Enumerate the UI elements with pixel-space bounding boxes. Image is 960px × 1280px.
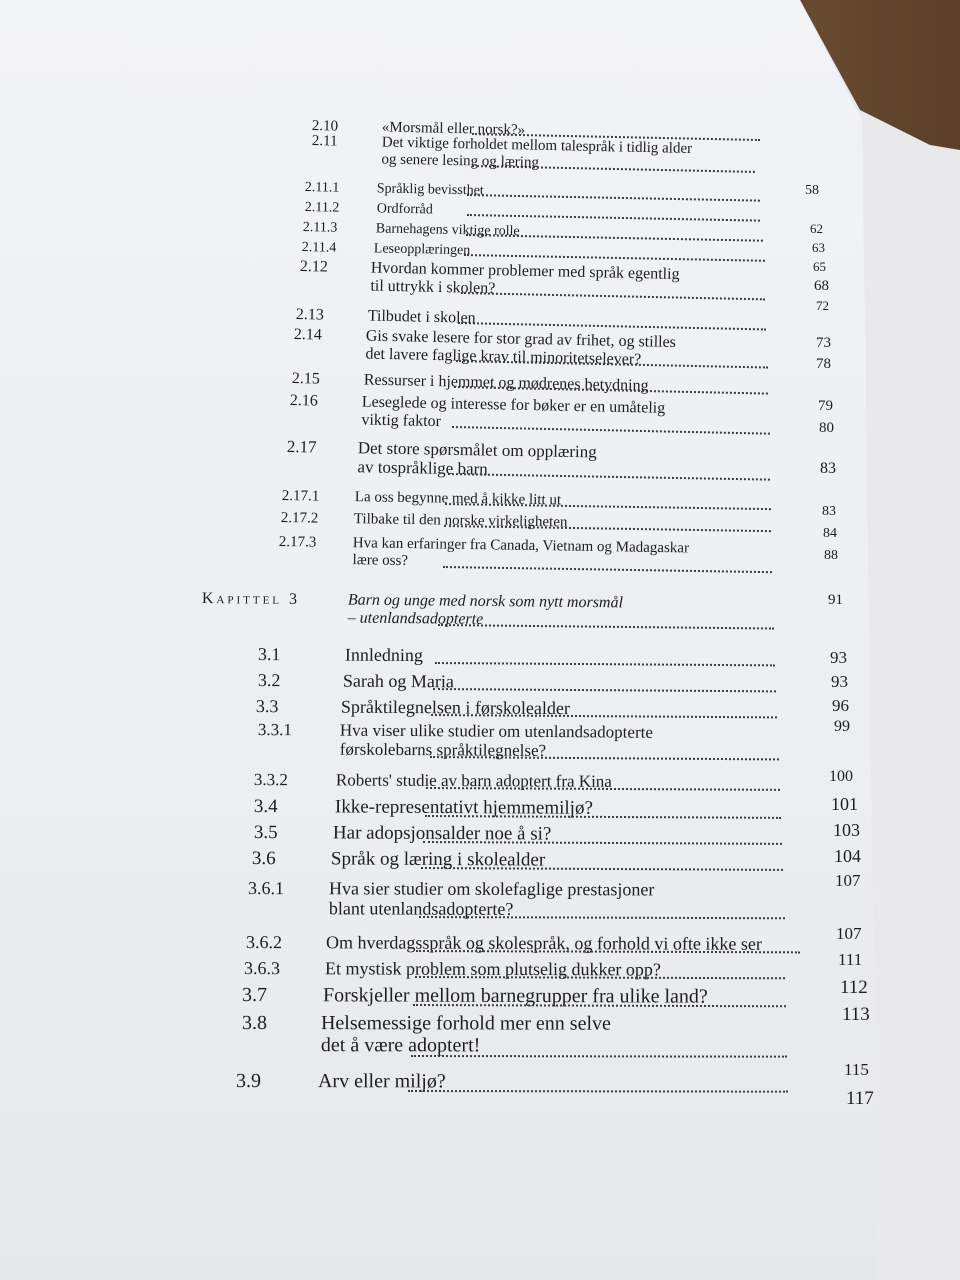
page-number: 111 [838, 950, 863, 969]
toc-entry [292, 370, 649, 395]
section-title-line: Arv eller miljø? [317, 1070, 446, 1093]
toc-entry [302, 240, 471, 259]
section-number: 2.17.1 [281, 488, 320, 505]
section-title-line: Det store spørsmålet om opplæring [357, 438, 597, 462]
section-number: 3.3.2 [253, 770, 288, 790]
section-title-line: Hva sier studier om skolefaglige prestasjoner [328, 878, 655, 900]
page-number: 93 [831, 672, 848, 691]
page-number: 107 [836, 924, 862, 943]
section-number: 3.6.2 [245, 932, 282, 953]
section-title-line: Innledning [344, 644, 423, 666]
dot-leader [408, 1090, 788, 1093]
section-title-line: det lavere faglige krav til minoritetselever? [365, 345, 642, 369]
toc-entry [258, 644, 423, 666]
section-number: 2.11.3 [302, 220, 338, 236]
page-number: 83 [822, 504, 836, 519]
dot-leader [411, 1055, 787, 1058]
page-number: 68 [814, 278, 829, 294]
page-number: 73 [816, 335, 831, 351]
dot-leader [464, 254, 765, 262]
chapter-heading [202, 590, 623, 630]
toc-entry [258, 670, 454, 692]
section-number: 2.11 [311, 133, 338, 150]
section-title-line: «Morsmål eller norsk?» [381, 119, 526, 139]
page-number: 58 [805, 183, 819, 198]
section-number: 3.9 [235, 1070, 261, 1093]
dot-leader [467, 194, 760, 202]
toc-entry [296, 306, 476, 328]
section-title-line: Språk og læring i skolealder [330, 848, 546, 871]
page-number: 83 [820, 460, 836, 477]
toc-entry [242, 1012, 611, 1057]
section-title-line: Leseglede og interesse for bøker er en umåtelig [361, 393, 666, 417]
section-number: 2.16 [289, 392, 318, 410]
section-title-line: Barnehagens viktige rolle [375, 221, 520, 240]
section-title-line: blant utenlandsadopterte? [328, 898, 514, 920]
section-title-line: – utenlandsadopterte [347, 609, 484, 628]
page-number: 88 [824, 548, 838, 563]
page-number: 63 [812, 240, 825, 255]
page-number: 93 [830, 648, 847, 667]
page-number: 99 [834, 718, 850, 735]
page-number: 62 [810, 221, 823, 236]
section-number: 2.12 [299, 258, 328, 276]
section-title [321, 1012, 611, 1057]
section-title [377, 181, 484, 199]
section-title-line: til uttrykk i skolen? [370, 277, 496, 298]
section-number: 3.8 [241, 1012, 267, 1035]
section-number: 2.11.4 [301, 240, 337, 256]
section-number: 3.4 [253, 796, 278, 818]
section-title-line: Ordforråd [376, 201, 433, 218]
section-number: 2.11.1 [304, 180, 340, 196]
page-number: 65 [813, 259, 826, 274]
toc-entry [305, 200, 433, 218]
section-number: 2.15 [291, 370, 320, 388]
section-title [364, 372, 649, 396]
section-title-line: viktig faktor [361, 411, 442, 431]
section-number: 3.1 [257, 644, 281, 665]
page-number: 84 [823, 526, 837, 541]
section-title-line: Ressurser i hjemmet og mødrenes betydning [363, 371, 649, 395]
page-number: 115 [844, 1060, 869, 1079]
section-number: 3.7 [241, 984, 267, 1007]
section-title-line: Leseopplæringen [373, 241, 471, 259]
page-number: 104 [834, 846, 861, 866]
page-number: 107 [835, 871, 861, 890]
section-title [377, 201, 433, 218]
section-title-line: Det viktige forholdet mellom talespråk i tidlig alder [381, 134, 693, 157]
section-number: 3.2 [257, 670, 281, 691]
section-number: 3.3.1 [257, 720, 292, 740]
section-title-line: Språktilegnelsen i førskolealder [340, 696, 570, 719]
chapter-label: Kapittel 3 [201, 590, 301, 609]
toc-entry [305, 180, 484, 199]
page-number: 113 [842, 1004, 870, 1025]
section-title-line: av tospråklige barn [357, 457, 488, 479]
toc-entry [248, 878, 655, 920]
section-number: 3.3 [255, 696, 279, 717]
section-title [368, 308, 476, 328]
toc-entry [303, 220, 520, 240]
section-title-line: Hvordan kommer problemer med språk egentlig [370, 259, 680, 283]
section-title-line: Tilbake til den norske virkeligheten [353, 511, 568, 531]
section-title-line: Hva kan erfaringer fra Canada, Vietnam og Madagaskar [352, 535, 690, 557]
section-title [374, 241, 471, 259]
section-title-line: Sarah og Maria [342, 670, 454, 692]
section-title-line: Gis svake lesere for stor grad av frihet, og stilles [365, 327, 677, 351]
section-title [345, 645, 423, 666]
section-title-line: det å være adoptert! [320, 1034, 481, 1057]
section-title-line: Om hverdagsspråk og skolespråk, og forhold vi ofte ikke ser [325, 932, 762, 954]
page-number: 80 [819, 420, 834, 436]
section-number: 3.5 [253, 822, 278, 844]
section-title-line: førskolebarns språktilegnelse? [339, 739, 547, 761]
section-number: 2.17.3 [278, 534, 317, 551]
dot-leader [458, 322, 766, 330]
section-number: 3.6.1 [247, 878, 284, 899]
section-title [376, 221, 520, 239]
page-number: 112 [840, 977, 868, 998]
page-number: 91 [828, 592, 843, 608]
page-number: 101 [831, 794, 858, 814]
section-title-line: Hva viser ulike studier om utenlandsadopterte [339, 720, 653, 742]
dot-leader [433, 688, 776, 692]
toc-entry [258, 720, 653, 761]
section-title-line: Tilbudet i skolen [367, 307, 476, 327]
section-number: 2.17 [286, 437, 317, 457]
page-number: 78 [816, 356, 831, 372]
section-title [329, 878, 655, 919]
section-number: 2.14 [293, 326, 322, 344]
section-number: 3.6.3 [243, 958, 280, 979]
section-title-line: La oss begynne med å kikke litt ut [354, 489, 562, 509]
page-number: 103 [833, 820, 860, 840]
section-title-line: Har adopsjonsalder noe å si? [332, 822, 552, 845]
page-number: 117 [846, 1088, 874, 1109]
page-number: 79 [818, 398, 833, 414]
section-title-line: Forskjeller mellom barnegrupper fra ulike land? [322, 984, 708, 1008]
section-title-line: Helsemessige forhold mer enn selve [320, 1012, 611, 1035]
section-number: 2.17.2 [280, 510, 319, 527]
section-number: 2.13 [295, 306, 324, 324]
section-title-line: lære oss? [352, 551, 409, 569]
section-number: 2.10 [311, 118, 339, 135]
section-number: 2.11.2 [304, 200, 340, 216]
dot-leader [467, 214, 760, 222]
dot-leader [435, 662, 775, 666]
page-number: 96 [832, 696, 849, 715]
section-title-line: Ikke-representativt hjemmemiljø? [334, 796, 593, 819]
section-title-line: Roberts' studie av barn adoptert fra Kina [335, 770, 612, 791]
section-title-line: og senere lesing og læring [381, 151, 540, 171]
section-title [340, 721, 653, 761]
section-title-line: Barn og unge med norsk som nytt morsmål [347, 591, 624, 612]
page-number: 72 [816, 298, 829, 313]
section-title-line: Et mystisk problem som plutselig dukker opp? [324, 958, 661, 980]
section-number: 3.6 [251, 848, 276, 870]
section-title-line: Språklig bevissthet [376, 181, 484, 199]
page-number: 100 [829, 768, 853, 785]
